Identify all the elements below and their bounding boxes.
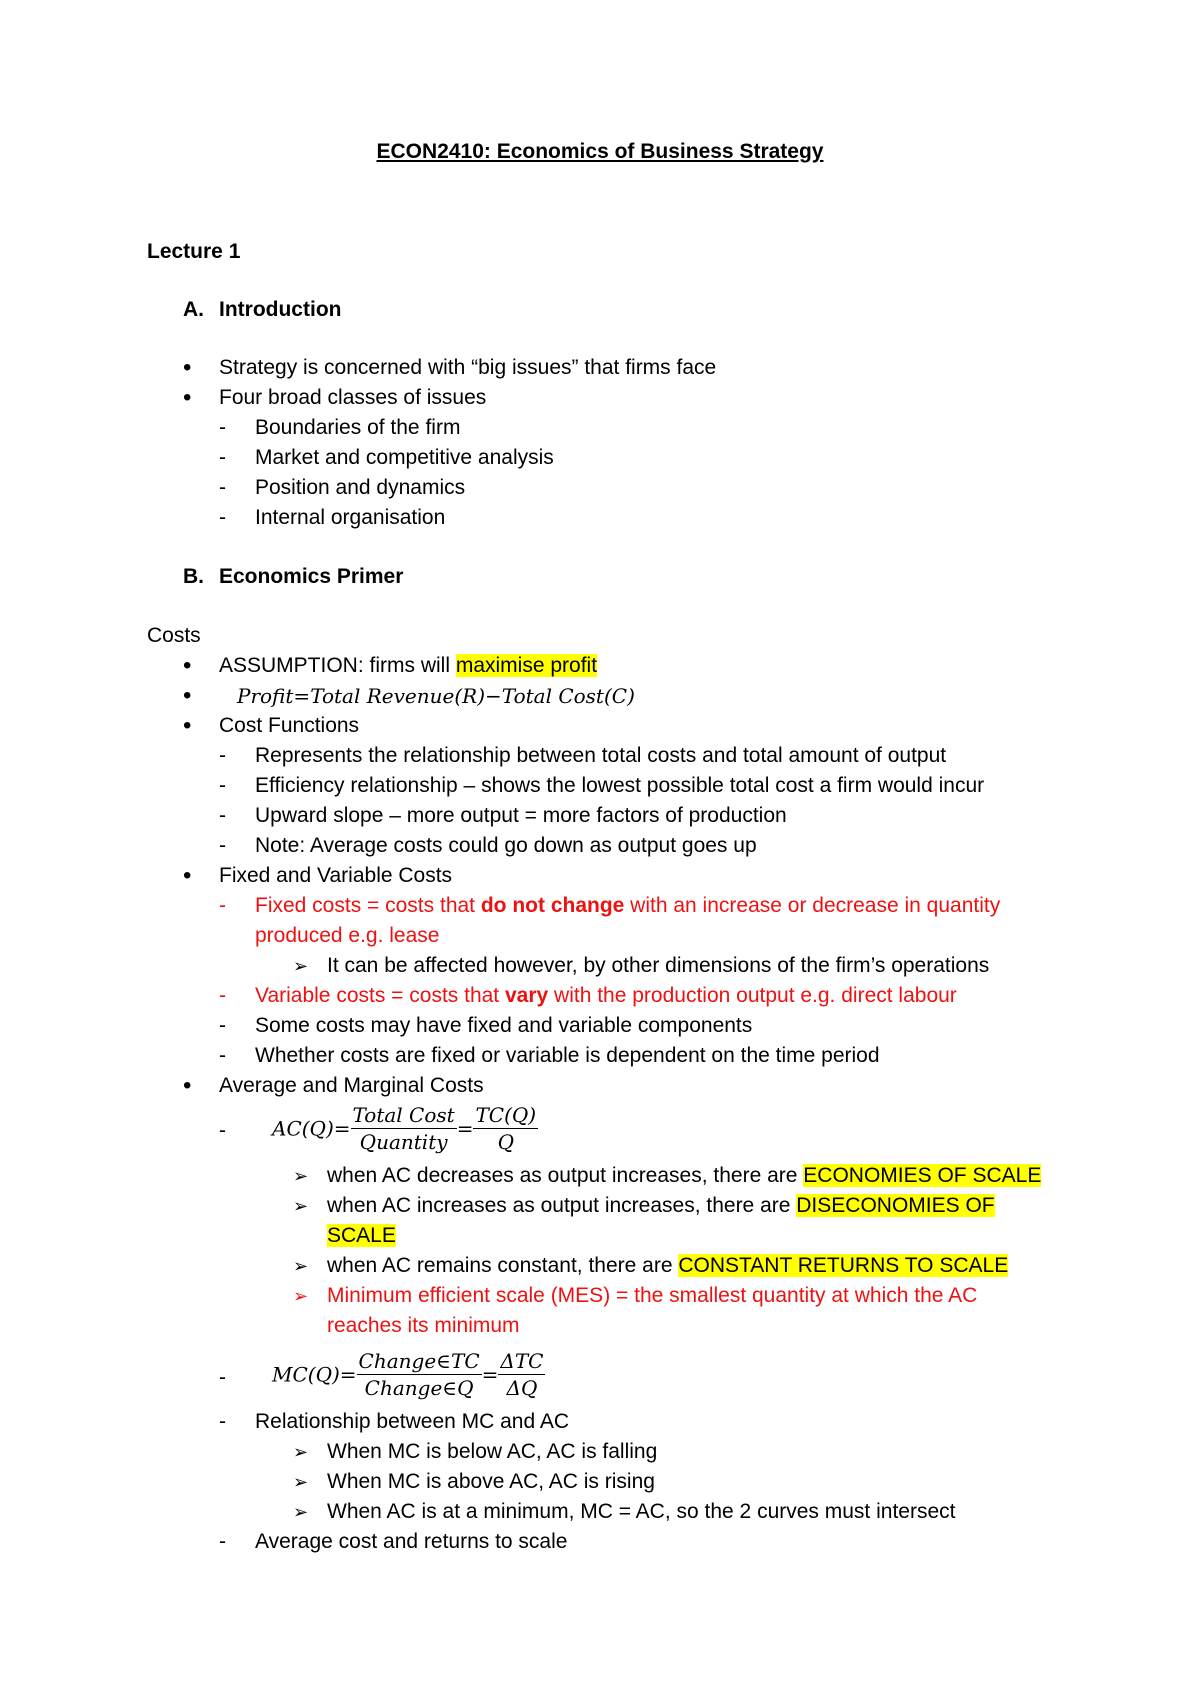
list-item: When MC is below AC, AC is falling — [327, 1440, 658, 1463]
list-item: When AC is at a minimum, MC = AC, so the 2 curves must intersect — [327, 1500, 956, 1523]
fixed-emphasis: do not change — [480, 894, 625, 917]
list-item-variable-costs — [255, 982, 957, 1010]
arrow-bullet-icon: ➢ — [293, 1286, 309, 1306]
variable-text: Variable costs = costs that — [255, 984, 505, 1007]
dash-icon: - — [219, 476, 226, 499]
dash-icon: - — [219, 1530, 226, 1553]
list-item: It can be affected however, by other dimensions of the firm’s operations — [327, 954, 990, 977]
arrow-bullet-icon: ➢ — [293, 1502, 309, 1522]
arrow-bullet-icon: ➢ — [293, 956, 309, 976]
bullet-dot-icon: • — [183, 384, 192, 411]
list-item: Average and Marginal Costs — [219, 1074, 484, 1097]
variable-emphasis: vary — [504, 984, 549, 1007]
arrow-bullet-icon: ➢ — [293, 1256, 309, 1276]
dash-icon: - — [219, 894, 226, 917]
fixed-text-cont: with an increase or decrease in quantity — [624, 894, 1001, 917]
list-item-mes: Minimum efficient scale (MES) = the smallest quantity at which the AC — [327, 1284, 978, 1307]
highlight-constant-returns: CONSTANT RETURNS TO SCALE — [678, 1254, 1009, 1277]
dash-icon: - — [219, 416, 226, 439]
bullet-dot-icon: • — [183, 354, 192, 381]
list-item: When MC is above AC, AC is rising — [327, 1470, 655, 1493]
list-item: Position and dynamics — [255, 476, 466, 499]
highlight-scale: SCALE — [327, 1224, 396, 1247]
list-item: Relationship between MC and AC — [255, 1410, 570, 1433]
list-item: Efficiency relationship – shows the lowest possible total cost a firm would incur — [255, 774, 985, 797]
list-item-fixed-costs — [255, 892, 1000, 920]
bullet-dot-icon: • — [183, 1072, 192, 1099]
list-item-mes-cont: reaches its minimum — [327, 1314, 520, 1337]
list-item: Some costs may have fixed and variable components — [255, 1014, 753, 1037]
ac-formula: AC(Q)= $\frac{\text{Total Cost}}{\text{Quantity}}$ = $\frac{TC(Q)}{Q}$ — [272, 1103, 537, 1154]
bullet-dot-icon: • — [183, 862, 192, 889]
arrow-bullet-icon: ➢ — [293, 1166, 309, 1186]
arrow-bullet-icon: ➢ — [293, 1472, 309, 1492]
list-item: Boundaries of the firm — [255, 416, 461, 439]
section-a-letter: A. — [183, 298, 204, 321]
list-item: when AC increases as output increases, there are DISECONOMIES OF — [327, 1194, 995, 1217]
list-item: Upward slope – more output = more factors of production — [255, 804, 787, 827]
dash-icon: - — [219, 1119, 226, 1142]
list-item: Average cost and returns to scale — [255, 1530, 568, 1553]
section-b-heading: Economics Primer — [219, 565, 404, 588]
profit-formula: Profit=Total Revenue(R)−Total Cost(C) — [237, 684, 635, 708]
dash-icon: - — [219, 506, 226, 529]
mc-formula: MC(Q)= $\frac{\text{Change∈TC}}{\text{Change∈Q}}$ = $\frac{\text{ΔTC}}{\Delta Q}$ — [272, 1349, 544, 1400]
assumption-text: ASSUMPTION: firms will — [219, 654, 456, 677]
dash-icon: - — [219, 774, 226, 797]
list-item: Four broad classes of issues — [219, 386, 487, 409]
section-a-heading: Introduction — [219, 298, 342, 321]
variable-text-cont: with the production output e.g. direct labour — [548, 984, 957, 1007]
bullet-dot-icon: • — [183, 682, 192, 709]
list-item-cont — [327, 1222, 396, 1250]
list-item: Note: Average costs could go down as output goes up — [255, 834, 757, 857]
arrow-bullet-icon: ➢ — [293, 1442, 309, 1462]
dash-icon: - — [219, 446, 226, 469]
list-item-fixed-costs-cont: produced e.g. lease — [255, 924, 440, 947]
list-item: Market and competitive analysis — [255, 446, 554, 469]
highlight-diseconomies-of-scale: DISECONOMIES OF — [796, 1194, 995, 1217]
dash-icon: - — [219, 744, 226, 767]
list-item: Fixed and Variable Costs — [219, 864, 453, 887]
list-item: Cost Functions — [219, 714, 360, 737]
dash-icon: - — [219, 1366, 226, 1389]
highlight-maximise-profit: maximise profit — [455, 654, 598, 677]
section-b-letter: B. — [183, 565, 204, 588]
dash-icon: - — [219, 834, 226, 857]
dash-icon: - — [219, 1044, 226, 1067]
dash-icon: - — [219, 1014, 226, 1037]
costs-heading: Costs — [147, 624, 201, 647]
list-item: Strategy is concerned with “big issues” that firms face — [219, 356, 717, 379]
arrow-bullet-icon: ➢ — [293, 1196, 309, 1216]
list-item: when AC decreases as output increases, there are ECONOMIES OF SCALE — [327, 1164, 1042, 1187]
dash-icon: - — [219, 804, 226, 827]
bullet-dot-icon: • — [183, 652, 192, 679]
highlight-economies-of-scale: ECONOMIES OF SCALE — [803, 1164, 1042, 1187]
bullet-dot-icon: • — [183, 712, 192, 739]
list-item: Internal organisation — [255, 506, 446, 529]
dash-icon: - — [219, 1410, 226, 1433]
page-title: ECON2410: Economics of Business Strategy — [376, 140, 824, 163]
list-item: Represents the relationship between total costs and total amount of output — [255, 744, 947, 767]
list-item: Whether costs are fixed or variable is dependent on the time period — [255, 1044, 880, 1067]
fixed-text: Fixed costs = costs that — [255, 894, 481, 917]
list-item — [219, 652, 597, 680]
lecture-heading: Lecture 1 — [147, 240, 241, 263]
list-item: when AC remains constant, there are CONSTANT RETURNS TO SCALE — [327, 1254, 1009, 1277]
dash-icon: - — [219, 984, 226, 1007]
